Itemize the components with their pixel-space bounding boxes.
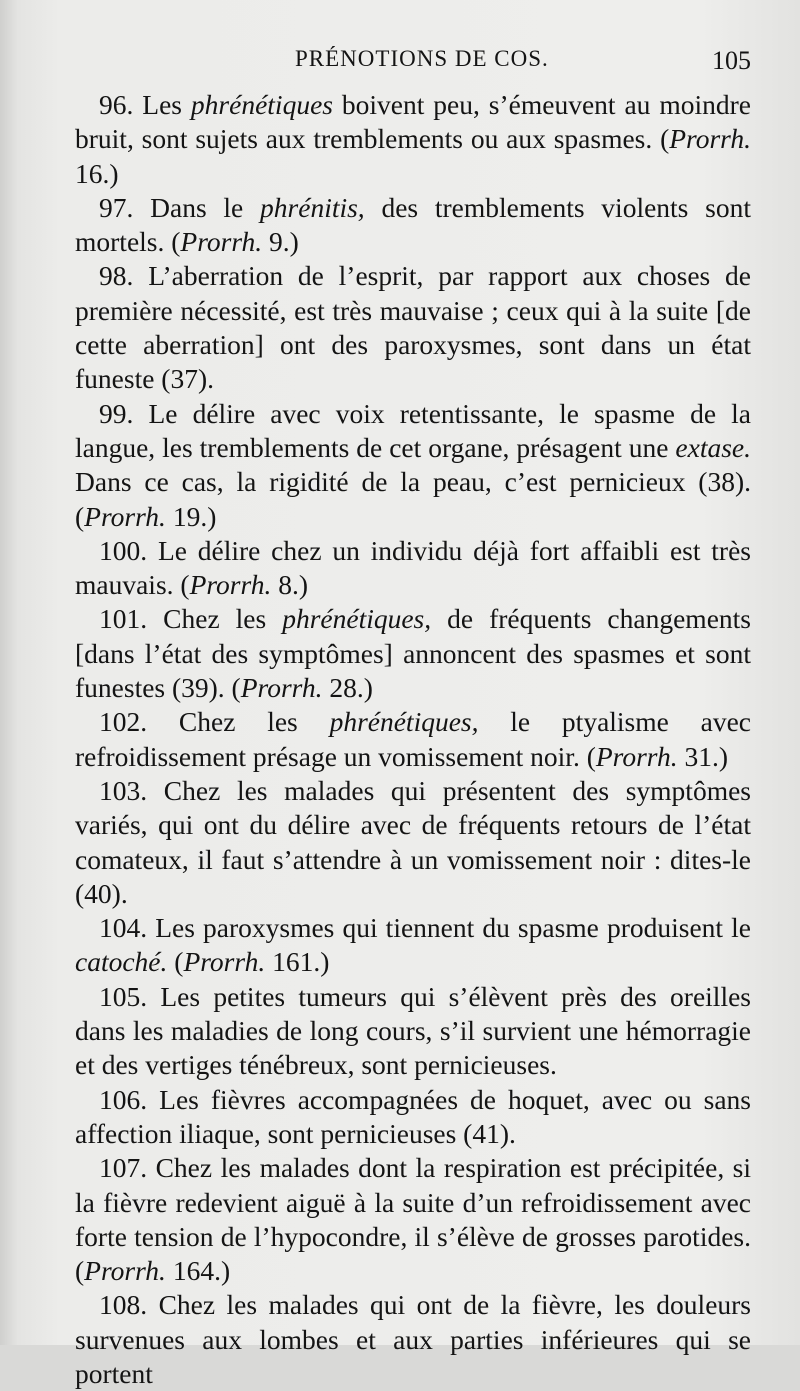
italic-text: Prorrh. — [84, 500, 166, 532]
paragraph-text: 31.) — [677, 740, 729, 772]
paragraph-text: Dans ce cas, la rigidité de la peau, c’est pernicieux (38). ( — [75, 466, 751, 532]
paragraph-number: 101. — [99, 603, 148, 635]
paragraph-number: 99. — [99, 397, 134, 429]
body-text — [75, 88, 751, 1391]
paragraph-text: L’aberration de l’esprit, par rapport aux choses de première nécessité, est très mauvaise ; ceux qui à la suite [de cette aberration] ont des paroxysmes, sont dans un état funeste (37). — [75, 260, 751, 395]
paragraph-text: Les fièvres accompagnées de hoquet, avec ou sans affection iliaque, sont pernicieuses (41). — [75, 1083, 751, 1149]
paragraph — [75, 534, 751, 603]
paragraph-number: 96. — [99, 89, 134, 120]
italic-text: phrénétiques, — [282, 603, 432, 635]
paragraph-text: Chez les malades qui ont de la fièvre, les douleurs survenues aux lombes et aux parties inférieures qui se portent — [75, 1289, 752, 1389]
italic-text: Prorrh. — [595, 740, 678, 772]
page-number: 105 — [712, 46, 751, 75]
italic-text: catoché. — [75, 946, 168, 978]
paragraph-text: Le délire chez un individu déjà fort affaibli est très mauvais. ( — [75, 534, 751, 601]
page-header — [0, 46, 800, 86]
paragraph-number: 102. — [99, 706, 148, 738]
paragraph-number: 103. — [99, 774, 148, 806]
paragraph — [75, 88, 751, 191]
paragraph-text: 164.) — [165, 1255, 231, 1287]
paragraph-number: 98. — [99, 260, 134, 292]
paragraph-text: ( — [167, 946, 184, 978]
paragraph — [75, 1083, 751, 1152]
paragraph-text: 8.) — [271, 569, 308, 601]
paragraph-text: Chez les malades qui présentent des symptômes variés, qui ont du délire avec de fréquents retours de l’état comateux, il faut s’attendre à un vomissement noir : dites-le (40). — [75, 774, 751, 909]
paragraph — [75, 191, 751, 260]
paragraph-text: boivent peu, s’émeuvent au moindre bruit, sont sujets aux tremblements ou aux spasmes. ( — [75, 89, 751, 155]
paragraph-text: Dans le — [150, 191, 261, 223]
paragraph-number: 104. — [99, 912, 148, 944]
paragraph-text: Les petites tumeurs qui s’élèvent près des oreilles dans les maladies de long cours, s’il survient une hémorragie et des vertiges ténébreux, sont pernicieuses. — [75, 980, 751, 1081]
italic-text: phrénétiques — [190, 89, 333, 120]
paragraph — [75, 259, 751, 396]
paragraph — [75, 774, 751, 911]
paragraph-text: 28.) — [322, 672, 373, 704]
paragraph-number: 108. — [99, 1289, 148, 1321]
paragraph-number: 105. — [99, 980, 148, 1012]
paragraph-text: 9.) — [262, 226, 299, 258]
paragraph-text: de fréquents changements [dans l’état des symptômes] annoncent des spasmes et sont funestes (39). ( — [75, 603, 751, 704]
running-title: PRÉNOTIONS DE COS. — [295, 46, 549, 71]
paragraph — [75, 1151, 751, 1288]
paragraph-text: Chez les — [163, 603, 283, 635]
italic-text: Prorrh. — [240, 672, 323, 704]
italic-text: Prorrh. — [183, 946, 266, 978]
italic-text: extase. — [675, 431, 751, 463]
paragraph-number: 106. — [99, 1083, 148, 1115]
paragraph-text: des tremblements violents sont mortels. ( — [75, 191, 751, 258]
paragraph — [75, 1288, 751, 1391]
paragraph — [75, 980, 751, 1083]
paragraph-text: 16.) — [75, 157, 119, 189]
paragraph-text: Chez les — [178, 706, 330, 738]
paragraph-number: 97. — [99, 191, 134, 223]
paragraph — [75, 705, 751, 774]
paragraph-text: le ptyalisme avec refroidissement présage un vomissement noir. ( — [75, 706, 752, 772]
paragraph-text: 19.) — [165, 500, 217, 532]
italic-text: phrénétiques, — [329, 706, 479, 738]
italic-text: Prorrh. — [189, 569, 272, 601]
italic-text: phrénitis, — [260, 191, 365, 223]
italic-text: Prorrh. — [669, 123, 751, 155]
paragraph-text: 161.) — [265, 946, 330, 978]
paragraph-text: Les paroxysmes qui tiennent du spasme produisent le — [155, 912, 751, 944]
paragraph-number: 100. — [99, 534, 148, 566]
paragraph-text: Les — [142, 89, 191, 120]
paragraph — [75, 602, 751, 705]
paragraph — [75, 397, 751, 534]
paragraph — [75, 911, 751, 980]
paragraph-number: 107. — [99, 1152, 148, 1184]
italic-text: Prorrh. — [84, 1255, 166, 1287]
paragraph-text: Chez les malades dont la respiration est précipitée, si la fièvre redevient aiguë à la suite d’un refroidissement avec forte tension de l’hypocondre, il s’élève de grosses parotides. ( — [75, 1152, 751, 1287]
italic-text: Prorrh. — [180, 226, 263, 258]
paragraph-text: Le délire avec voix retentissante, le spasme de la langue, les tremblements de cet organe, présagent une — [75, 397, 751, 463]
